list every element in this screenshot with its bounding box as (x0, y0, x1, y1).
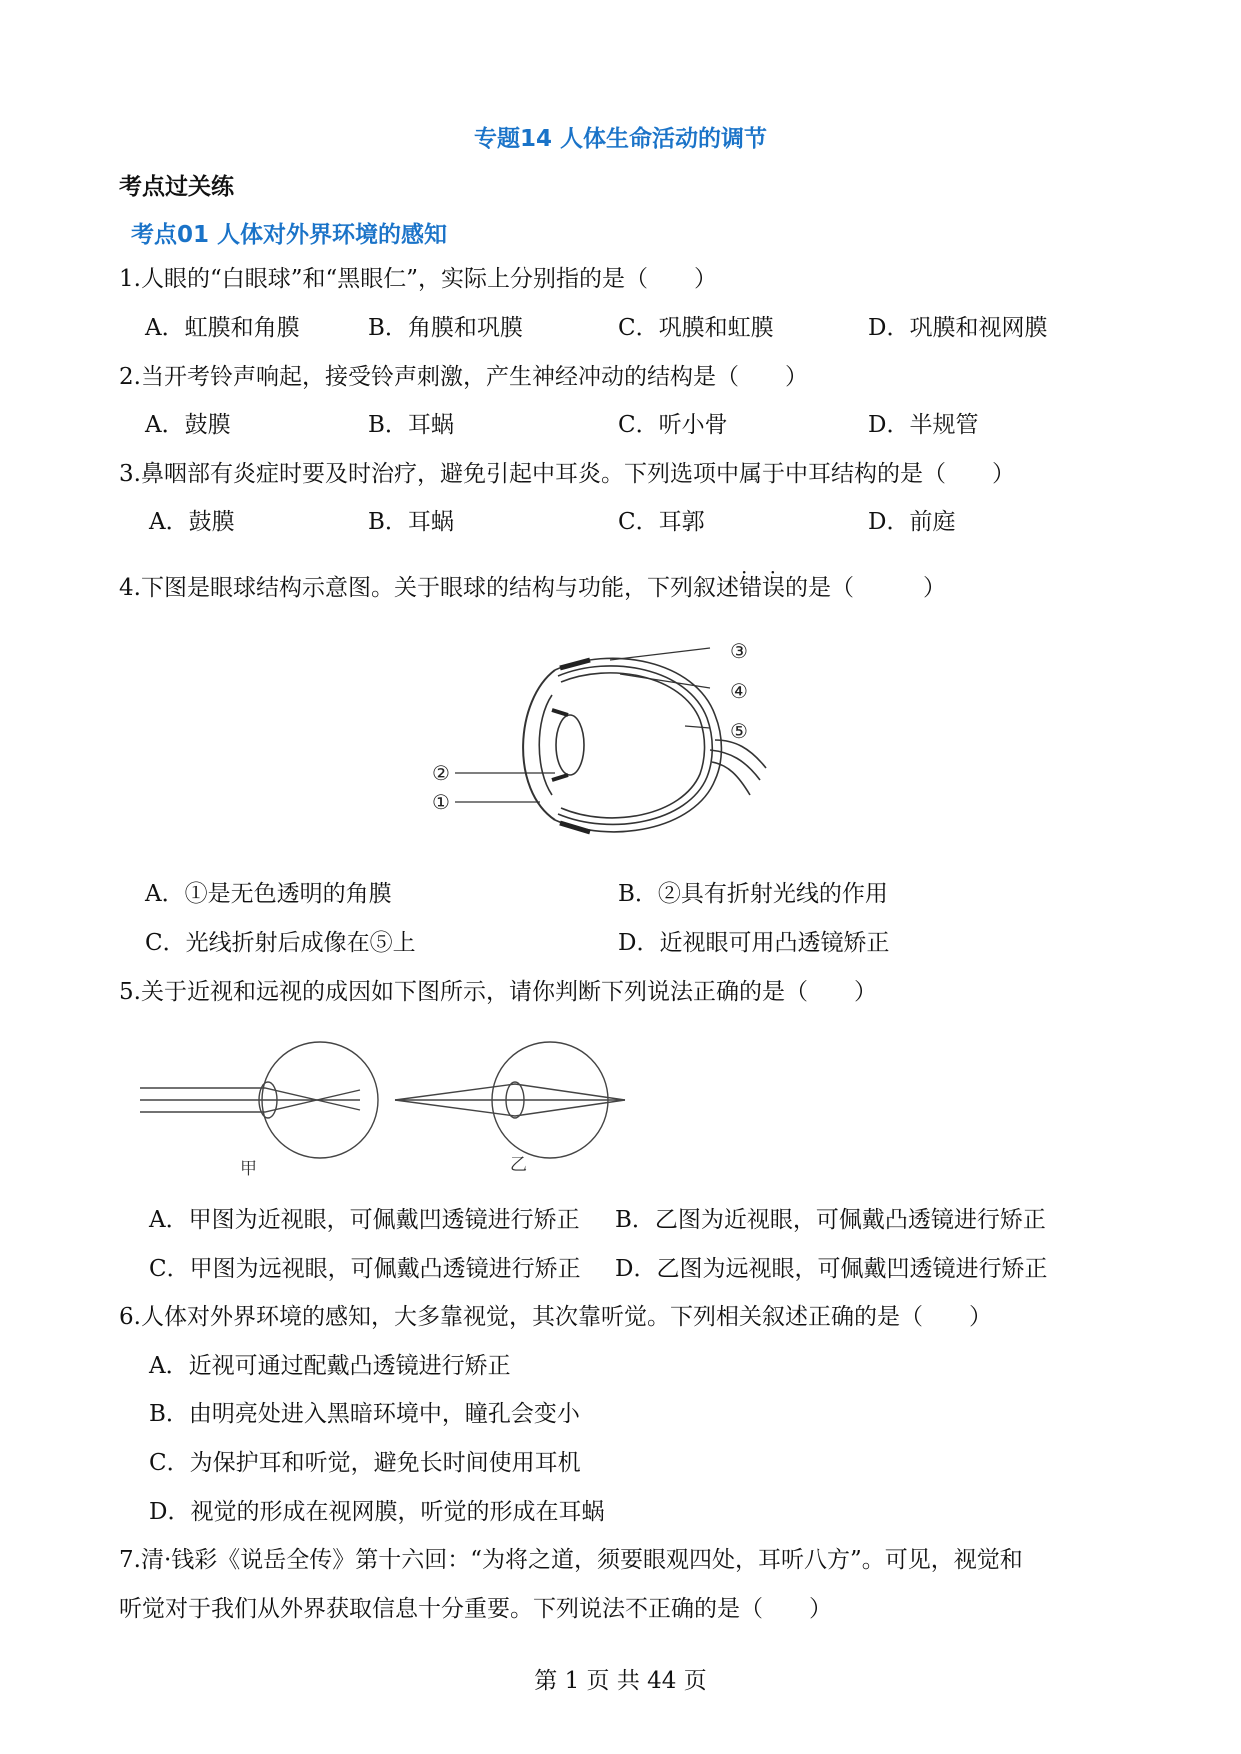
question-7-stem-line1: 7.清·钱彩《说岳全传》第十六回：“为将之道，须要眼观四处，耳听八方”。可见，视觉和 (119, 1547, 1023, 1573)
question-4-option-b: B．②具有折射光线的作用 (618, 881, 888, 907)
eye-label-4: ④ (730, 679, 748, 703)
subsection-heading: 考点01 人体对外界环境的感知 (131, 222, 448, 248)
question-5-stem: 5.关于近视和远视的成因如下图所示，请你判断下列说法正确的是（ ） (119, 979, 877, 1005)
question-5-option-d: D．乙图为远视眼，可佩戴凹透镜进行矫正 (615, 1256, 1048, 1282)
question-4-option-c: C．光线折射后成像在⑤上 (145, 930, 416, 956)
question-4-stem (119, 573, 946, 603)
question-6-option-b: B．由明亮处进入黑暗环境中，瞳孔会变小 (149, 1401, 580, 1427)
question-7-stem-line2: 听觉对于我们从外界获取信息十分重要。下列说法不正确的是（ ） (119, 1596, 832, 1622)
page-title: 专题14 人体生命活动的调节 (473, 126, 767, 152)
question-3-option-b: B．耳蜗 (368, 509, 454, 535)
eye-label-1: ① (432, 790, 450, 814)
question-3-option-a: A．鼓膜 (149, 509, 235, 535)
eye-label-5: ⑤ (730, 719, 748, 743)
question-6-option-a: A．近视可通过配戴凸透镜进行矫正 (149, 1353, 511, 1379)
question-2-option-b: B．耳蜗 (368, 412, 454, 438)
question-6-option-d: D．视觉的形成在视网膜，听觉的形成在耳蜗 (149, 1499, 605, 1525)
question-1-option-b: B．角膜和巩膜 (368, 315, 523, 341)
eye-label-3: ③ (730, 639, 748, 663)
question-1-stem: 1.人眼的“白眼球”和“黑眼仁”，实际上分别指的是（ ） (119, 266, 717, 292)
figure-label-yi: 乙 (510, 1155, 527, 1175)
figure-label-jia: 甲 (240, 1159, 257, 1179)
question-3-option-c: C．耳郭 (618, 509, 705, 535)
question-5-option-b: B．乙图为近视眼，可佩戴凸透镜进行矫正 (615, 1207, 1046, 1233)
eyeball-diagram (432, 639, 790, 860)
question-6-stem: 6.人体对外界环境的感知，大多靠视觉，其次靠听觉。下列相关叙述正确的是（ ） (119, 1304, 992, 1330)
question-6-option-c: C．为保护耳和听觉，避免长时间使用耳机 (149, 1450, 581, 1476)
question-3-option-d: D．前庭 (868, 509, 956, 535)
question-2-option-d: D．半规管 (868, 412, 979, 438)
question-2-option-c: C．听小骨 (618, 412, 728, 438)
question-4-stem-part1: 4.下图是眼球结构示意图。关于眼球的结构与功能，下列叙述 (119, 575, 739, 601)
question-5-option-c: C．甲图为远视眼，可佩戴凸透镜进行矫正 (149, 1256, 581, 1282)
question-2-option-a: A．鼓膜 (145, 412, 231, 438)
page-footer: 第 1 页 共 44 页 (534, 1668, 707, 1694)
section-heading: 考点过关练 (119, 174, 234, 200)
question-2-stem: 2.当开考铃声响起，接受铃声刺激，产生神经冲动的结构是（ ） (119, 364, 808, 390)
myopia-hyperopia-diagram (130, 1040, 650, 1180)
question-3-stem: 3.鼻咽部有炎症时要及时治疗，避免引起中耳炎。下列选项中属于中耳结构的是（ ） (119, 461, 1015, 487)
question-4-emphasis: · · 错误 (739, 575, 785, 601)
question-4-option-a: A．①是无色透明的角膜 (145, 881, 392, 907)
question-1-option-a: A．虹膜和角膜 (145, 315, 300, 341)
question-1-option-c: C．巩膜和虹膜 (618, 315, 774, 341)
eye-label-2: ② (432, 761, 450, 785)
question-1-option-d: D．巩膜和视网膜 (868, 315, 1048, 341)
question-4-option-d: D．近视眼可用凸透镜矫正 (618, 930, 890, 956)
question-5-option-a: A．甲图为近视眼，可佩戴凹透镜进行矫正 (149, 1207, 580, 1233)
question-4-stem-part2: 的是（ ） (784, 575, 946, 601)
